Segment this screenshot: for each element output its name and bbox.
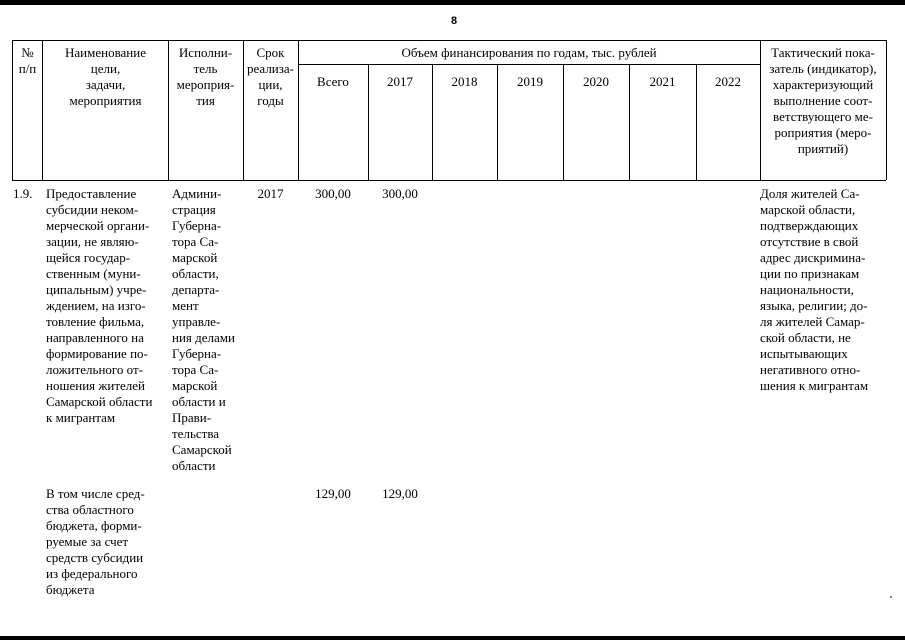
- row-name: Предоставление субсидии неком- мерческой органи- зации, не являю- щейся государ- ственным (муни- ципальным) учре- ждением, на изго- товление фильма, направленного на формирование по- ложительного от- ношения жителей Самарской области к мигрантам: [46, 186, 153, 425]
- row-term: 2017: [257, 186, 284, 201]
- row-num: 1.9.: [13, 186, 33, 201]
- row-indicator: Доля жителей Са- марской области, подтверждающих отсутствие в свой адрес дискримина- ции по признакам национальности, языка, религии; до- ля жителей Самар- ской области, не испытывающих негативного отно- шения к мигрантам: [760, 186, 869, 393]
- page-number: 8: [450, 15, 458, 27]
- scan-speck: [890, 596, 892, 598]
- header-col-total: Всего: [317, 74, 349, 89]
- top-border: [0, 0, 905, 5]
- header-num: № п/п: [18, 45, 37, 76]
- subrow-total: 129,00: [315, 486, 351, 501]
- subrow-2017: 129,00: [382, 486, 418, 501]
- header-col-2022: 2022: [715, 74, 741, 89]
- header-col-2017: 2017: [387, 74, 413, 89]
- header-executor: Исполни- тель мероприя- тия: [176, 45, 235, 108]
- header-bottom-line: [12, 180, 886, 181]
- header-col-2019: 2019: [517, 74, 543, 89]
- row-total: 300,00: [315, 186, 351, 201]
- bottom-border: [0, 636, 905, 640]
- header-term: Срок реализа- ции, годы: [247, 45, 294, 108]
- header-indicator: Тактический пока- затель (индикатор), характеризующий выполнение соот- ветствующего ме- роприятия (меро- приятий): [769, 45, 877, 156]
- header-col-2018: 2018: [451, 74, 478, 89]
- grid-vline: [298, 40, 299, 180]
- header-col-2021: 2021: [649, 74, 676, 89]
- row-2017: 300,00: [382, 186, 418, 201]
- subrow-name: В том числе сред- ства областного бюджета, форми- руемые за счет средств субсидии из федерального бюджета: [46, 486, 145, 597]
- header-col-2020: 2020: [583, 74, 609, 89]
- grid-vline: [886, 40, 887, 180]
- header-funding-group: Объем финансирования по годам, тыс. рублей: [401, 45, 657, 60]
- table-top-line: [12, 40, 886, 41]
- header-name: Наименование цели, задачи, мероприятия: [65, 45, 146, 108]
- row-executor: Админи- страция Губерна- тора Са- марской области, департа- мент управле- ния делами Губерна- тора Са- марской области и Прави- тельства Самарской области: [172, 186, 235, 473]
